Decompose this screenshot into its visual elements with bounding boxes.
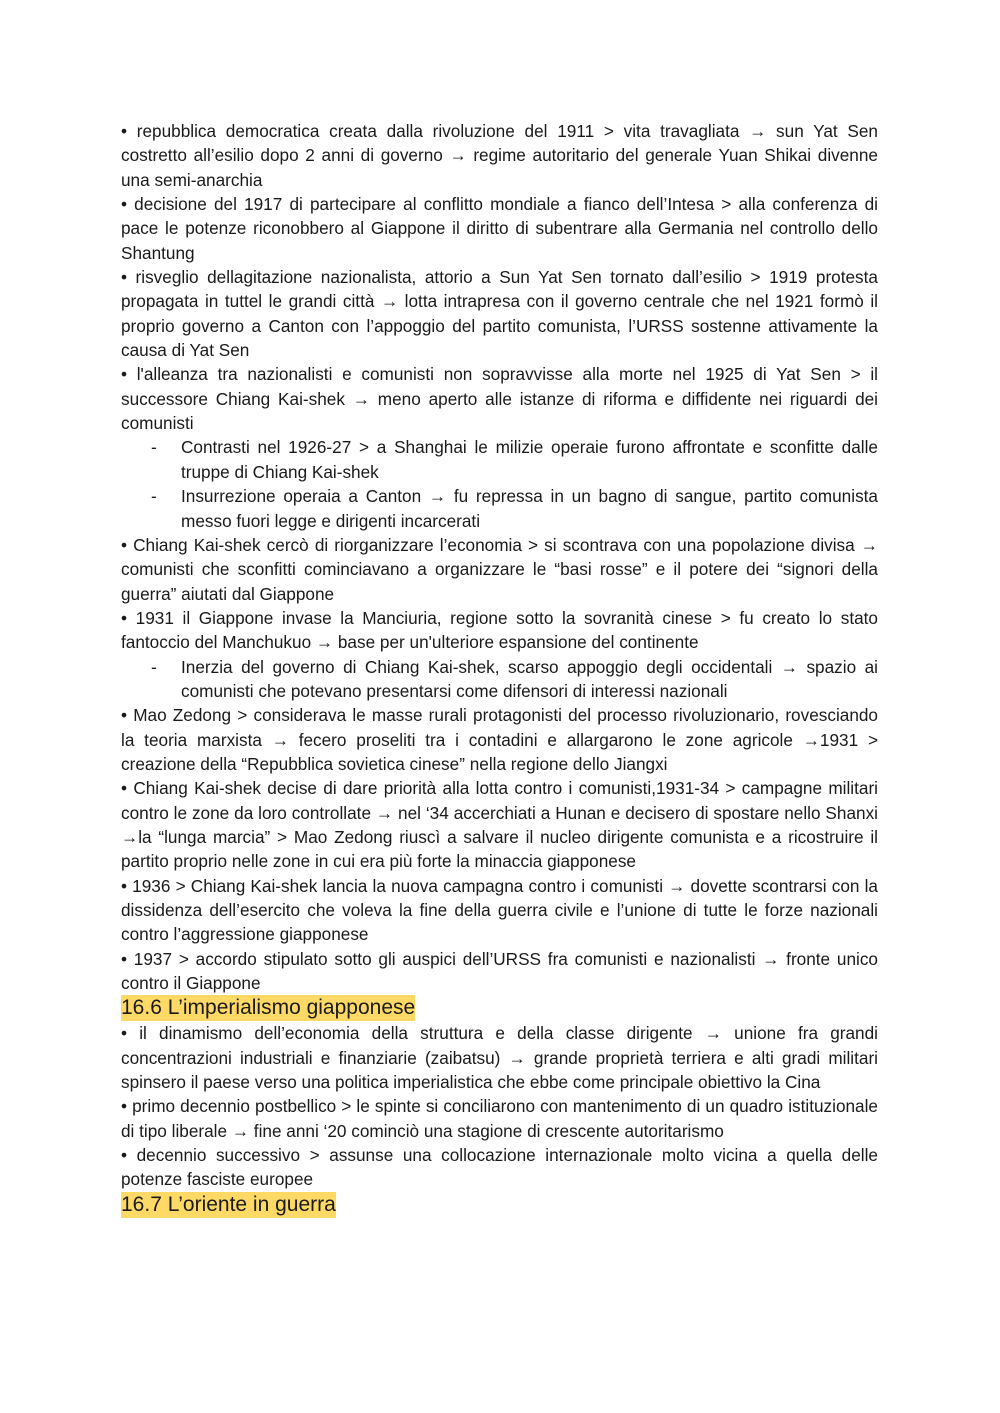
bullet-paragraph: • risveglio dellagitazione nazionalista, attorio a Sun Yat Sen tornato dall’esilio > 1919 protesta propagata in tuttel le grandi città → lotta intrapresa con il governo centrale che nel 1921 formò il proprio governo a Canton con l’appoggio del partito comunista, l’URSS sostenne attivamente la causa di Yat Sen: [121, 267, 878, 361]
bullet-paragraph: • primo decennio postbellico > le spinte si conciliarono con mantenimento di un quadro istituzionale di tipo liberale → fine anni ‘20 cominciò una stagione di crescente autoritarismo: [121, 1096, 878, 1141]
bullet-paragraph: • decennio successivo > assunse una collocazione internazionale molto vicina a quella delle potenze fasciste europee: [121, 1145, 878, 1190]
bullet-paragraph: • 1936 > Chiang Kai-shek lancia la nuova campagna contro i comunisti → dovette scontrarsi con la dissidenza dell’esercito che voleva la fine della guerra civile e l’unione di tutte le forze nazionali contro l’aggressione giapponese: [121, 875, 878, 945]
bullet-paragraph: • il dinamismo dell’economia della struttura e della classe dirigente → unione fra grandi concentrazioni industriali e finanziarie (zaibatsu) → grande proprietà terriera e alti gradi militari spinsero il paese verso una politica imperialistica che ebbe come principale obiettivo la Cina: [121, 1023, 878, 1093]
bullet-paragraph: • 1937 > accordo stipulato sotto gli auspici dell’URSS fra comunisti e nazionalisti → fronte unico contro il Giappone: [121, 948, 878, 994]
sub-bullet: [121, 655, 878, 704]
section-imperialismo: [121, 1021, 878, 1191]
bullet-paragraph: • Mao Zedong > considerava le masse rurali protagonisti del processo rivoluzionario, rovesciando la teoria marxista → fecero proseliti tra i contadini e allargarono le zone agricole →1931 > creazione della “Repubblica sovietica cinese” nella regione dello Jiangxi: [121, 705, 878, 774]
sub-bullet: [121, 484, 878, 533]
section-china: [121, 119, 878, 995]
sub-bullet-text: Inerzia del governo di Chiang Kai-shek, scarso appoggio degli occidentali → spazio ai comunisti che potevano presentarsi come difensori di interessi nazionali: [181, 656, 878, 701]
bullet-paragraph: • Chiang Kai-shek decise di dare priorità alla lotta contro i comunisti,1931-34 > campagne militari contro le zone da loro controllate → nel ‘34 accerchiati a Hunan e decisero di spostare nello Shanxi →la “lunga marcia” > Mao Zedong riuscì a salvare il nucleo dirigente comunista e a ricostruire il partito proprio nelle zone in cui era più forte la minaccia giapponese: [121, 778, 878, 872]
bullet-paragraph: • l'alleanza tra nazionalisti e comunisti non sopravvisse alla morte nel 1925 di Yat Sen > il successore Chiang Kai-shek → meno aperto alle istanze di riforma e diffidente nei riguardi dei comunisti: [121, 364, 878, 434]
dash-marker: -: [151, 656, 157, 677]
sub-bullet-text: Contrasti nel 1926-27 > a Shanghai le milizie operaie furono affrontate e sconfitte dalle truppe di Chiang Kai-shek: [181, 437, 878, 482]
section-heading-oriente: 16.7 L’oriente in guerra: [121, 1192, 336, 1216]
dash-marker: -: [151, 437, 157, 458]
sub-bullet: [121, 435, 878, 484]
dash-marker: -: [151, 486, 157, 507]
bullet-paragraph: • Chiang Kai-shek cercò di riorganizzare l’economia > si scontrava con una popolazione divisa → comunisti che sconfitti cominciavano a organizzare le “basi rosse” e il potere dei “signori della guerra” aiutati dal Giappone: [121, 534, 878, 604]
bullet-paragraph: • decisione del 1917 di partecipare al conflitto mondiale a fianco dell’Intesa > alla conferenza di pace le potenze riconobbero al Giappone il diritto di subentrare alla Germania nel controllo dello Shantung: [121, 194, 878, 263]
bullet-paragraph: • 1931 il Giappone invase la Manciuria, regione sotto la sovranità cinese > fu creato lo stato fantoccio del Manchukuo → base per un'ulteriore espansione del continente: [121, 607, 878, 653]
document-page: [121, 119, 878, 1218]
sub-bullet-text: Insurrezione operaia a Canton → fu repressa in un bagno di sangue, partito comunista messo fuori legge e dirigenti incarcerati: [181, 486, 878, 531]
bullet-paragraph: • repubblica democratica creata dalla rivoluzione del 1911 > vita travagliata → sun Yat Sen costretto all’esilio dopo 2 anni di governo → regime autoritario del generale Yuan Shikai divenne una semi-anarchia: [121, 121, 878, 190]
section-heading-imperialismo: 16.6 L’imperialismo giapponese: [121, 996, 416, 1020]
